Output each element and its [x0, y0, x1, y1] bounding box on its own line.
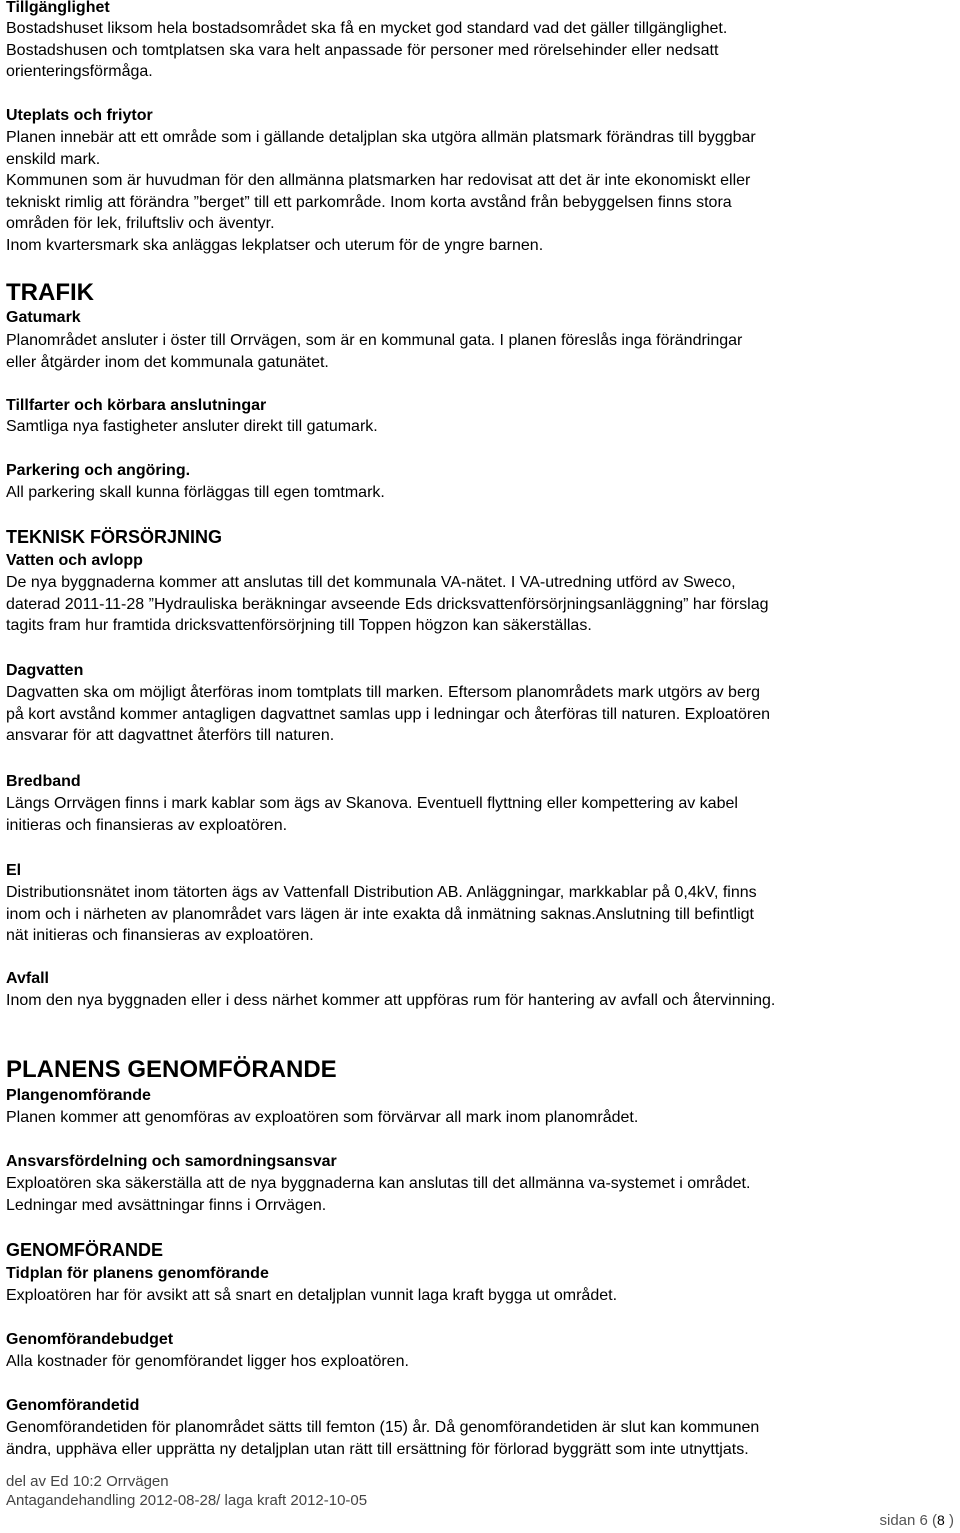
paragraph-budget [6, 1351, 946, 1373]
heading-vatten: Vatten och avlopp [6, 552, 143, 569]
text-line: Exploatören ska säkerställa att de nya byggnaderna kan anslutas till det allmänna va-systemet i området. [6, 1175, 751, 1192]
page-number [879, 1512, 954, 1529]
text-line: områden för lek, friluftsliv och äventyr. [6, 215, 275, 232]
text-line: Planområdet ansluter i öster till Orrvägen, som är en kommunal gata. I planen föreslås inga förändringar [6, 332, 743, 349]
heading-avfall: Avfall [6, 970, 49, 987]
heading-plangenomforande: Plangenomförande [6, 1087, 151, 1104]
heading-dagvatten: Dagvatten [6, 662, 84, 679]
paragraph-parkering [6, 482, 946, 504]
text-line: Bostadshusen och tomtplatsen ska vara helt anpassade för personer med rörelsehinder eller nedsatt [6, 41, 719, 59]
footer-dates: Antagandehandling 2012-08-28/ laga kraft 2012-10-05 [6, 1492, 368, 1509]
text-line: eller åtgärder inom det kommunala gatunätet. [6, 353, 329, 371]
heading-tidplan: Tidplan för planens genomförande [6, 1265, 269, 1282]
text-line: inom och i närheten av planområdet vars lägen är inte exakta då inmätning saknas.Anslutning till befintligt [6, 905, 754, 923]
heading-tillganglighet: Tillgänglighet [6, 0, 110, 16]
paragraph-dagvatten [6, 682, 946, 747]
heading-trafik: TRAFIK [6, 279, 94, 306]
footer-property: del av Ed 10:2 Orrvägen [6, 1473, 169, 1490]
text-line: Bostadshuset liksom hela bostadsområdet ska få en mycket god standard vad det gäller tillgänglighet. [6, 20, 728, 37]
text-line: Inom kvartersmark ska anläggas lekplatser och uterum för de yngre barnen. [6, 236, 544, 254]
text-line: tekniskt rimlig att förändra ”berget” till ett parkområde. Inom korta avstånd från bebyggelsen finns stora [6, 193, 732, 211]
heading-ansvar: Ansvarsfördelning och samordningsansvar [6, 1153, 337, 1170]
heading-genomforandetid: Genomförandetid [6, 1397, 140, 1414]
heading-budget: Genomförandebudget [6, 1331, 174, 1348]
text-line: Samtliga nya fastigheter ansluter direkt till gatumark. [6, 418, 378, 435]
text-line: Kommunen som är huvudman för den allmänna platsmarken har redovisat att det är inte ekonomiskt eller [6, 172, 751, 189]
paragraph-el [6, 882, 946, 947]
paragraph-ansvar [6, 1173, 946, 1216]
text-line: Inom den nya byggnaden eller i dess närhet kommer att uppföras rum för hantering av avfall och återvinning. [6, 992, 776, 1009]
page-number-prefix: sidan 6 ( [879, 1512, 938, 1529]
text-line: Alla kostnader för genomförandet ligger hos exploatören. [6, 1353, 409, 1370]
heading-planens-genomforande: PLANENS GENOMFÖRANDE [6, 1056, 337, 1083]
heading-parkering: Parkering och angöring. [6, 462, 191, 479]
text-line: enskild mark. [6, 150, 101, 168]
heading-bredband: Bredband [6, 773, 81, 790]
paragraph-gatumark [6, 330, 946, 373]
text-line: Planen kommer att genomföras av exploatören som förvärvar all mark inom planområdet. [6, 1109, 639, 1126]
text-line: Genomförandetiden för planområdet sätts till femton (15) år. Då genomförandetiden är slut kan kommunen [6, 1419, 760, 1436]
text-line: All parkering skall kunna förläggas till egen tomtmark. [6, 484, 385, 501]
text-line: Längs Orrvägen finns i mark kablar som ägs av Skanova. Eventuell flyttning eller kompettering av kabel [6, 795, 738, 812]
paragraph-genomforandetid [6, 1417, 946, 1460]
page-number-total: 8 [937, 1512, 945, 1528]
heading-genomforande: GENOMFÖRANDE [6, 1240, 163, 1260]
text-line: orienteringsförmåga. [6, 63, 153, 80]
text-line: nät initieras och finansieras av exploatören. [6, 927, 314, 944]
text-line: på kort avstånd kommer antagligen dagvattnet samlas upp i ledningar och återföras till naturen. Exploatören [6, 705, 770, 723]
paragraph-plangenomforande [6, 1107, 946, 1129]
text-line: initieras och finansieras av exploatören. [6, 816, 288, 834]
text-line: De nya byggnaderna kommer att anslutas till det kommunala VA-nätet. I VA-utredning utförd av Sweco, [6, 574, 736, 591]
paragraph-avfall [6, 990, 946, 1012]
page-footer [6, 1472, 367, 1510]
heading-tillfarter: Tillfarter och körbara anslutningar [6, 397, 267, 414]
paragraph-uteplats [6, 127, 946, 256]
paragraph-vatten [6, 572, 946, 637]
paragraph-tillganglighet [6, 18, 946, 83]
heading-teknisk: TEKNISK FÖRSÖRJNING [6, 527, 223, 547]
paragraph-tidplan [6, 1285, 946, 1307]
text-line: Distributionsnätet inom tätorten ägs av Vattenfall Distribution AB. Anläggningar, markkablar på 0,4kV, finns [6, 884, 757, 901]
heading-el: El [6, 862, 22, 879]
heading-uteplats: Uteplats och friytor [6, 107, 153, 124]
text-line: ändra, upphäva eller upprätta ny detaljplan utan rätt till ersättning för förlorad byggrätt som inte utnyttjats. [6, 1440, 749, 1458]
text-line: Ledningar med avsättningar finns i Orrvägen. [6, 1196, 327, 1214]
text-line: ansvarar för att dagvattnet återförs till naturen. [6, 727, 335, 744]
text-line: Dagvatten ska om möjligt återföras inom tomtplats till marken. Eftersom planområdets mark utgörs av berg [6, 684, 761, 701]
text-line: Planen innebär att ett område som i gällande detaljplan ska utgöra allmän platsmark förändras till byggbar [6, 129, 756, 146]
text-line: daterad 2011-11-28 ”Hydrauliska beräkningar avseende Eds dricksvattenförsörjningsanläggning” har förslag [6, 595, 769, 613]
page-number-suffix: ) [944, 1512, 954, 1529]
paragraph-bredband [6, 793, 946, 836]
text-line: tagits fram hur framtida dricksvattenförsörjning till Toppen högzon kan säkerställas. [6, 617, 592, 634]
text-line: Exploatören har för avsikt att så snart en detaljplan vunnit laga kraft bygga ut området. [6, 1287, 618, 1304]
paragraph-tillfarter [6, 416, 946, 438]
heading-gatumark: Gatumark [6, 309, 81, 326]
